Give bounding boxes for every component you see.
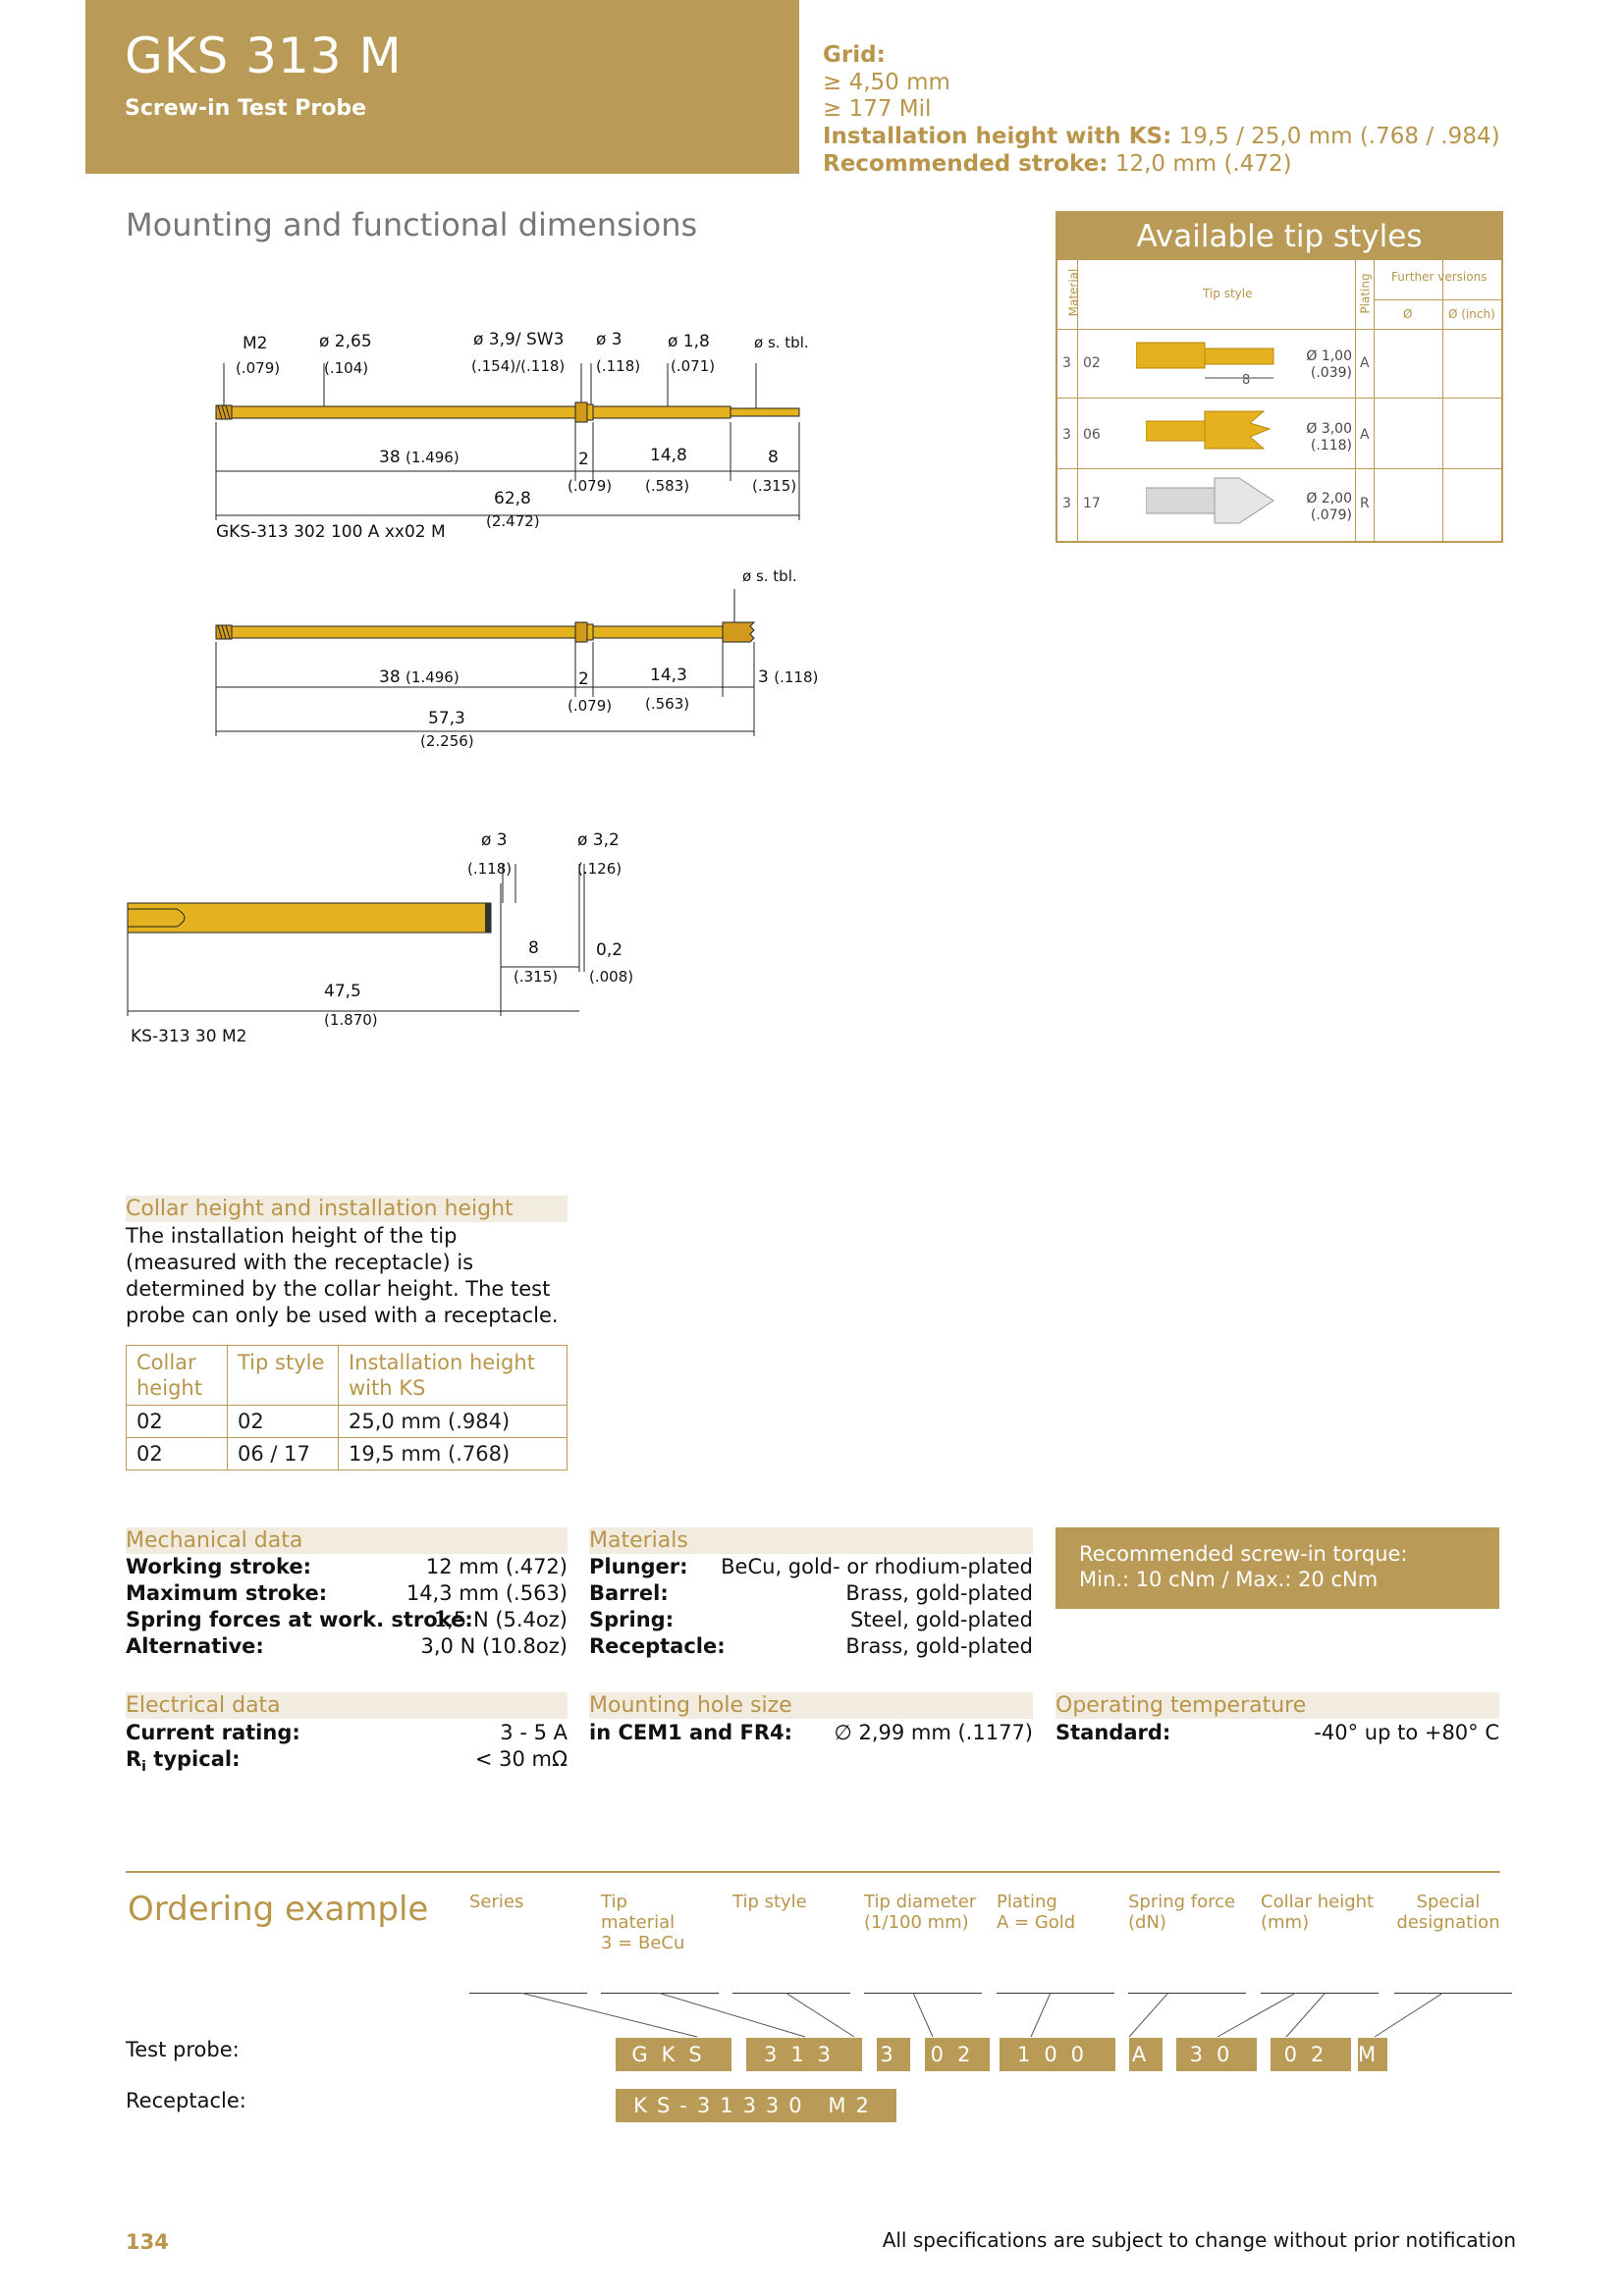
dim-len-2-b: 2 xyxy=(578,669,589,689)
order-box-spring-force: 30 xyxy=(1176,2038,1257,2071)
dim-receptacle-d32-inch: (.126) xyxy=(577,860,623,878)
dim-len-628-inch: (2.472) xyxy=(486,512,540,530)
dim-d3-inch: (.118) xyxy=(596,357,641,375)
collar-th-tip: Tip style xyxy=(228,1346,339,1406)
dim-receptacle-d3-inch: (.118) xyxy=(467,860,513,878)
dim-receptacle-8: 8 xyxy=(528,938,539,958)
row3-dia: Ø 2,00 (.079) xyxy=(1306,491,1352,523)
dim-receptacle-8-inch: (.315) xyxy=(514,968,559,986)
order-box-series: GKS xyxy=(616,2038,731,2071)
col-further-versions: Further versions xyxy=(1391,270,1488,284)
dim-len-8-inch: (.315) xyxy=(752,477,797,495)
collar-description: The installation height of the tip (measured with the receptacle) is determined by the collar height. The test probe can only be used with a receptacle. xyxy=(126,1224,559,1327)
dim-receptacle-02-inch: (.008) xyxy=(589,968,634,986)
grid-mm: ≥ 4,50 mm xyxy=(823,70,950,95)
order-box-material: 3 xyxy=(877,2038,910,2071)
order-col-tip-diameter: Tip diameter (1/100 mm) xyxy=(864,1892,977,1933)
dim-len-143: 14,3 xyxy=(650,666,687,685)
table-row: 02 06 / 17 19,5 mm (.768) xyxy=(127,1438,568,1470)
header-banner xyxy=(85,0,799,174)
dim-len-2-inch: (.079) xyxy=(568,477,613,495)
col-tip-style: Tip style xyxy=(1203,287,1253,300)
dim-len-2: 2 xyxy=(578,450,589,469)
mounting-hole-label: in CEM1 and FR4: xyxy=(589,1721,793,1744)
order-col-tip-material: Tip material 3 = BeCu xyxy=(601,1892,685,1953)
product-title: GKS 313 M xyxy=(125,27,403,84)
row1-style: 02 xyxy=(1083,355,1101,371)
mechanical-heading: Mechanical data xyxy=(126,1527,568,1554)
probe-drawing-2-svg xyxy=(196,589,825,756)
recommended-stroke-spec: Recommended stroke: 12,0 mm (.472) xyxy=(823,151,1292,177)
order-box-series-num: 313 xyxy=(746,2038,862,2071)
row2-plating: A xyxy=(1360,427,1370,443)
order-box-collar-height: 02 xyxy=(1271,2038,1351,2071)
footer-note: All specifications are subject to change without prior notification xyxy=(882,2228,1516,2252)
page-number: 134 xyxy=(126,2230,169,2254)
dim-len-2-b-inch: (.079) xyxy=(568,697,613,715)
dim-d18: ø 1,8 xyxy=(668,332,710,351)
dim-d39-inch: (.154)/(.118) xyxy=(471,357,566,375)
dim-receptacle-475: 47,5 xyxy=(324,982,361,1001)
materials-heading: Materials xyxy=(589,1527,1033,1554)
temperature-heading: Operating temperature xyxy=(1056,1692,1499,1719)
mat-label-2: Barrel: xyxy=(589,1581,669,1605)
col-diameter: Ø xyxy=(1403,307,1413,321)
order-box-plating: A xyxy=(1129,2038,1163,2071)
row1-dia: Ø 1,00 (.039) xyxy=(1306,348,1352,381)
ordering-title: Ordering example xyxy=(128,1890,429,1929)
dim-len-628: 62,8 xyxy=(494,489,531,508)
order-col-plating: Plating A = Gold xyxy=(997,1892,1076,1933)
row3-plating: R xyxy=(1360,496,1370,511)
mounting-hole-value: ∅ 2,99 mm (.1177) xyxy=(834,1721,1033,1744)
ordering-divider xyxy=(126,1871,1500,1873)
mech-label-2: Maximum stroke: xyxy=(126,1581,328,1605)
test-probe-label: Test probe: xyxy=(126,2038,240,2061)
dim-tip-see-table: ø s. tbl. xyxy=(754,334,809,351)
drawing-1-caption: GKS-313 302 100 A xx02 M xyxy=(216,522,446,542)
tip-styles-table xyxy=(1056,211,1503,543)
mat-label-3: Spring: xyxy=(589,1608,675,1631)
tip-17-image xyxy=(1146,474,1283,533)
receptacle-label: Receptacle: xyxy=(126,2089,246,2112)
dim-len-573: 57,3 xyxy=(428,709,465,728)
collar-th-install: Installation height with KS xyxy=(339,1346,568,1406)
dim-m2-inch: (.079) xyxy=(236,359,281,377)
dim-len-148: 14,8 xyxy=(650,446,687,465)
col-diameter-inch: Ø (inch) xyxy=(1448,307,1495,321)
dim-len-8: 8 xyxy=(768,448,779,467)
mech-label-1: Working stroke: xyxy=(126,1555,312,1578)
order-box-tip-diameter: 100 xyxy=(1000,2038,1115,2071)
product-subtitle: Screw-in Test Probe xyxy=(125,96,367,121)
install-height-spec: Installation height with KS: 19,5 / 25,0 mm (.768 / .984) xyxy=(823,124,1500,149)
current-label: Current rating: xyxy=(126,1721,300,1744)
receptacle-drawing-svg xyxy=(118,864,628,1031)
tip-02-image xyxy=(1136,335,1283,394)
dim-d3: ø 3 xyxy=(596,330,623,349)
collar-table xyxy=(126,1345,568,1470)
row1-plating: A xyxy=(1360,355,1370,371)
order-box-special: M xyxy=(1358,2038,1387,2071)
ri-label: $R_i$ typical: xyxy=(126,1747,241,1776)
row1-material: 3 xyxy=(1062,355,1071,371)
dim-len-573-inch: (2.256) xyxy=(420,732,474,750)
section-title: Mounting and functional dimensions xyxy=(126,206,698,243)
dim-d39: ø 3,9/ SW3 xyxy=(473,330,565,349)
col-plating: Plating xyxy=(1358,273,1373,314)
grid-mil: ≥ 177 Mil xyxy=(823,96,932,122)
dim-d265-inch: (.104) xyxy=(324,359,369,377)
torque-line-1: Recommended screw-in torque: xyxy=(1079,1542,1408,1566)
torque-line-2: Min.: 10 cNm / Max.: 20 cNm xyxy=(1079,1568,1379,1591)
ri-value: < 30 mΩ xyxy=(474,1747,568,1771)
dim-receptacle-d32: ø 3,2 xyxy=(577,830,620,850)
probe-drawing-2 xyxy=(196,589,825,756)
mounting-hole-heading: Mounting hole size xyxy=(589,1692,1033,1719)
mat-label-4: Receptacle: xyxy=(589,1634,726,1658)
order-col-special: Special designation xyxy=(1396,1892,1500,1933)
mech-label-4: Alternative: xyxy=(126,1634,264,1658)
mat-value-1: BeCu, gold- or rhodium-plated xyxy=(721,1555,1033,1578)
row2-material: 3 xyxy=(1062,427,1071,443)
dim-d265: ø 2,65 xyxy=(319,332,372,351)
order-box-tip-style: 02 xyxy=(925,2038,990,2071)
tip-06-image xyxy=(1146,403,1283,462)
mech-value-2: 14,3 mm (.563) xyxy=(406,1581,568,1605)
receptacle-caption: KS-313 30 M2 xyxy=(131,1027,247,1046)
order-col-collar-height: Collar height (mm) xyxy=(1261,1892,1375,1933)
dim-len-3: 3 (.118) xyxy=(758,667,819,687)
mech-value-3: 1,5 N (5.4oz) xyxy=(433,1608,568,1631)
mech-value-4: 3,0 N (10.8oz) xyxy=(420,1634,568,1658)
tip-styles-title: Available tip styles xyxy=(1057,213,1501,260)
dim-receptacle-475-inch: (1.870) xyxy=(324,1011,378,1029)
electrical-heading: Electrical data xyxy=(126,1692,568,1719)
torque-box xyxy=(1056,1527,1499,1609)
dim-tip-see-table-2: ø s. tbl. xyxy=(742,567,797,585)
mat-value-4: Brass, gold-plated xyxy=(845,1634,1033,1658)
dim-m2: M2 xyxy=(243,334,268,353)
dim-len-148-inch: (.583) xyxy=(645,477,690,495)
temperature-label: Standard: xyxy=(1056,1721,1171,1744)
grid-label: Grid: xyxy=(823,42,886,68)
dim-len-143-inch: (.563) xyxy=(645,695,690,713)
row3-style: 17 xyxy=(1083,496,1101,511)
row2-style: 06 xyxy=(1083,427,1101,443)
order-col-series: Series xyxy=(469,1892,524,1912)
mat-value-2: Brass, gold-plated xyxy=(845,1581,1033,1605)
order-col-spring-force: Spring force (dN) xyxy=(1128,1892,1236,1933)
table-row: 02 02 25,0 mm (.984) xyxy=(127,1406,568,1438)
mat-label-1: Plunger: xyxy=(589,1555,688,1578)
row1-dim: 8 xyxy=(1242,373,1251,388)
mat-value-3: Steel, gold-plated xyxy=(849,1608,1033,1631)
dim-receptacle-02: 0,2 xyxy=(596,940,623,960)
dim-d18-inch: (.071) xyxy=(671,357,716,375)
order-col-tip-style: Tip style xyxy=(732,1892,807,1912)
dim-len-38-b: 38 (1.496) xyxy=(379,667,460,687)
collar-th-height: Collar height xyxy=(127,1346,228,1406)
receptacle-code-box: KS-31330 M2 xyxy=(616,2089,896,2122)
dim-len-38: 38 (1.496) xyxy=(379,448,460,467)
receptacle-drawing xyxy=(118,864,628,1031)
row3-material: 3 xyxy=(1062,496,1071,511)
mech-label-3: Spring forces at work. stroke: xyxy=(126,1608,473,1631)
mech-value-1: 12 mm (.472) xyxy=(425,1555,568,1578)
collar-heading: Collar height and installation height xyxy=(126,1196,568,1222)
col-material: Material xyxy=(1066,268,1081,317)
row2-dia: Ø 3,00 (.118) xyxy=(1306,421,1352,454)
current-value: 3 - 5 A xyxy=(500,1721,568,1744)
dim-receptacle-d3: ø 3 xyxy=(481,830,508,850)
temperature-value: -40° up to +80° C xyxy=(1314,1721,1499,1744)
